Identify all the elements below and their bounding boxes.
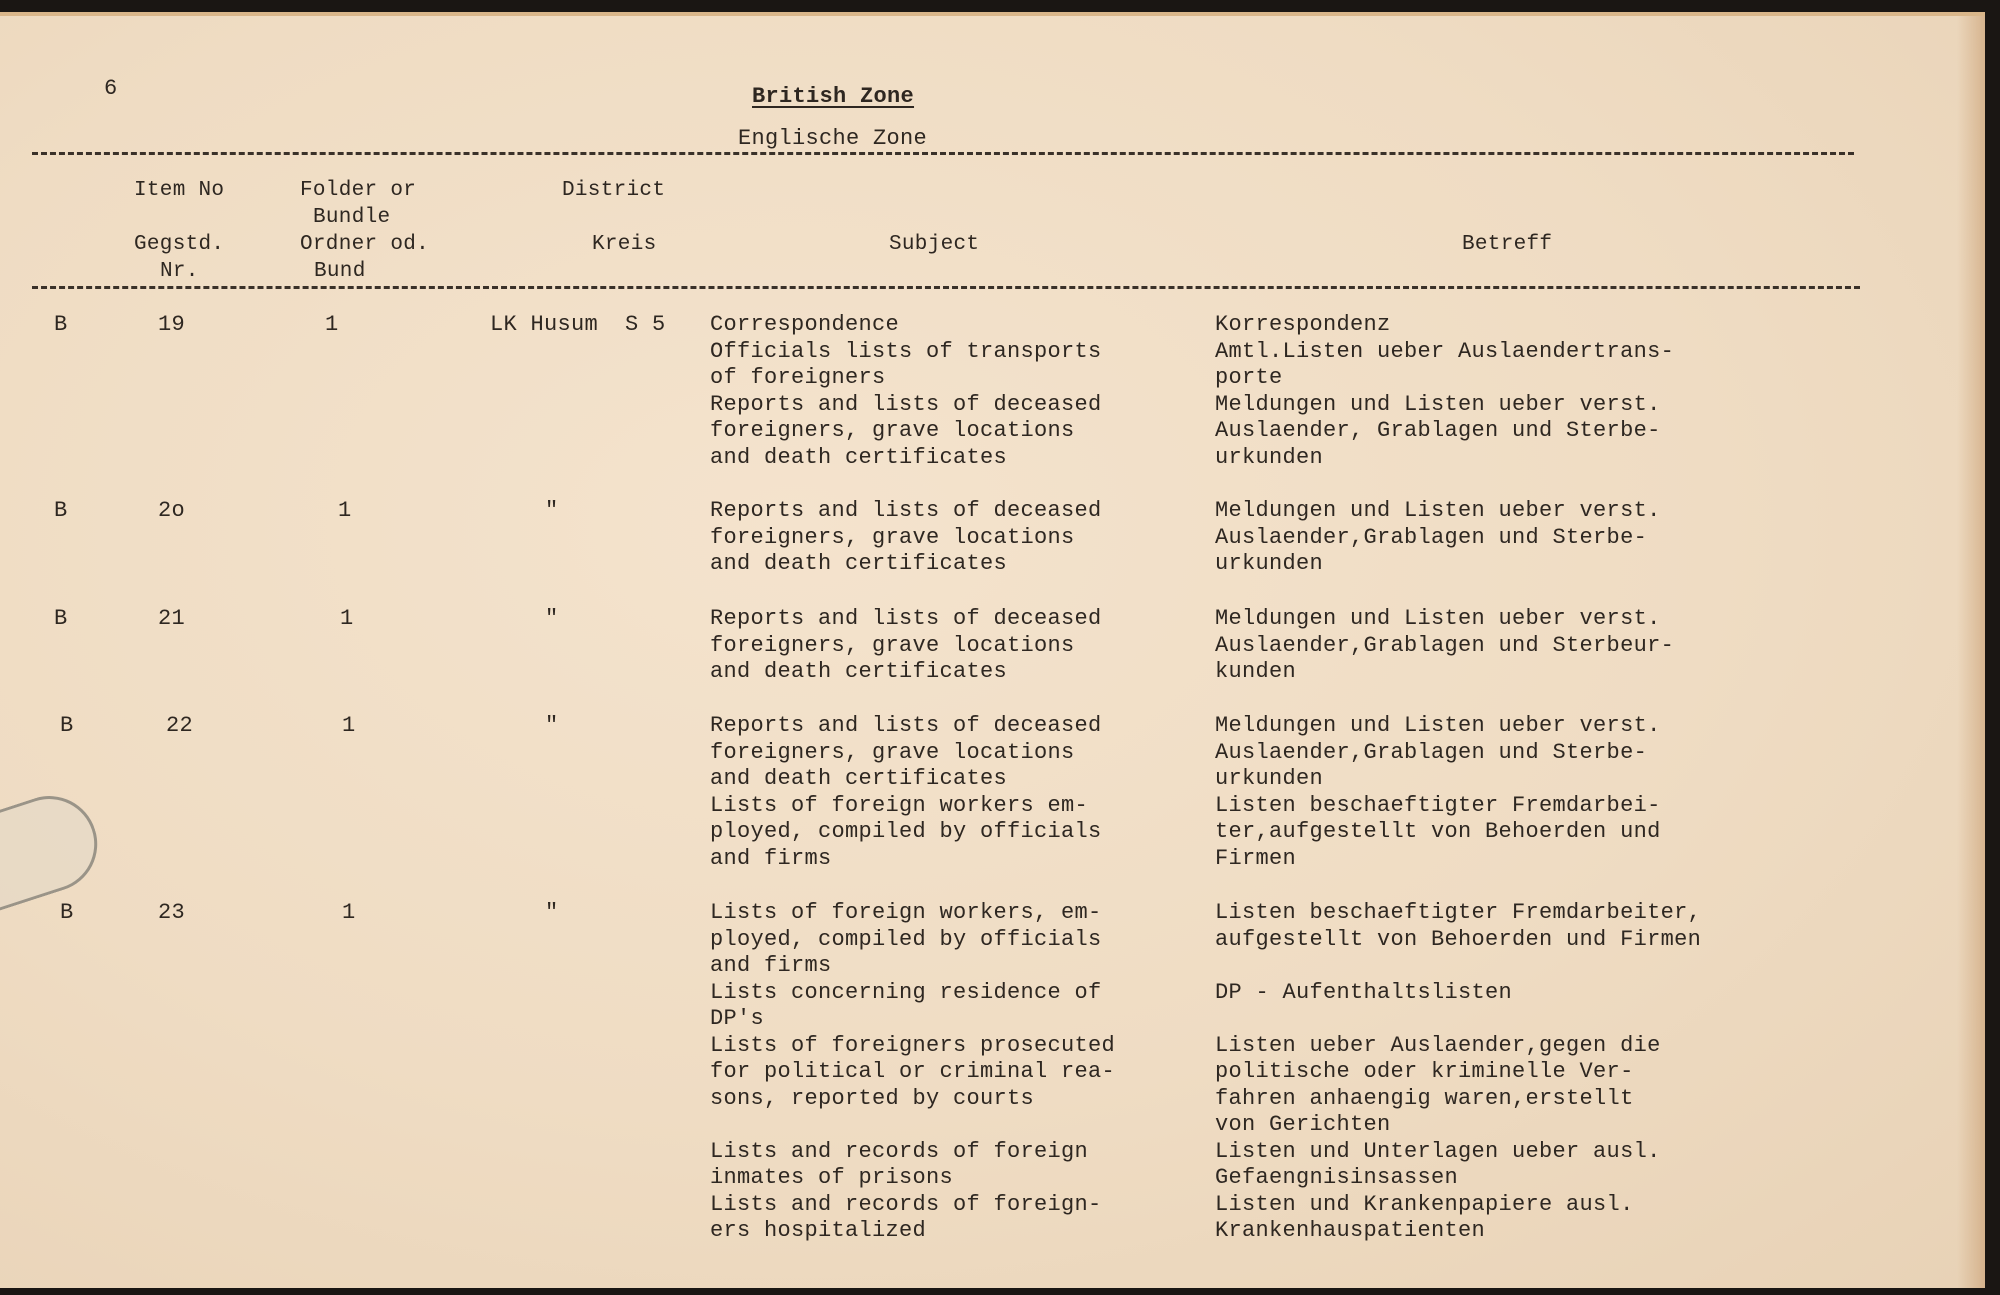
item-cell: 19 bbox=[158, 312, 186, 337]
district-cell: " bbox=[545, 900, 559, 925]
subject-cell: Reports and lists of deceased foreigners, grave locations and death certificates Lists of foreign workers em- ployed, compiled by officials and firms bbox=[710, 713, 1102, 871]
betreff-cell: Korrespondenz Amtl.Listen ueber Auslaendertrans- porte Meldungen und Listen ueber verst. Auslaender, Grablagen und Sterbe- urkunden bbox=[1215, 312, 1675, 470]
district-cell: " bbox=[545, 498, 559, 523]
folder-cell: 1 bbox=[325, 312, 339, 337]
series-cell: B bbox=[54, 312, 68, 337]
series-cell: B bbox=[54, 498, 68, 523]
folder-cell: 1 bbox=[342, 713, 356, 738]
folder-cell: 1 bbox=[340, 606, 354, 631]
folder-cell: 1 bbox=[342, 900, 356, 925]
page-number: 6 bbox=[104, 76, 118, 101]
subject-cell: Correspondence Officials lists of transports of foreigners Reports and lists of deceased foreigners, grave locations and death certificates bbox=[710, 312, 1102, 470]
header-rule-bottom bbox=[32, 286, 1860, 289]
betreff-cell: Meldungen und Listen ueber verst. Auslaender,Grablagen und Sterbeur- kunden bbox=[1215, 606, 1675, 684]
header-betreff: Betreff bbox=[1462, 233, 1553, 256]
header-gegstd: Gegstd. bbox=[134, 233, 225, 256]
betreff-cell: Listen beschaeftigter Fremdarbeiter, aufgestellt von Behoerden und Firmen DP - Aufenthaltslisten Listen ueber Auslaender,gegen die politische oder kriminelle Ver- fahren anhaengig waren,erstellt von Gerichten Listen und Unterlagen ueber ausl. Gefaengnisinsassen Listen und Krankenpapiere ausl. Krankenhauspatienten bbox=[1215, 900, 1702, 1243]
item-cell: 2o bbox=[158, 498, 186, 523]
folder-cell: 1 bbox=[338, 498, 352, 523]
header-rule-top bbox=[32, 152, 1854, 155]
header-kreis: Kreis bbox=[592, 233, 657, 256]
series-cell: B bbox=[54, 606, 68, 631]
header-subject: Subject bbox=[889, 233, 980, 256]
item-cell: 21 bbox=[158, 606, 186, 631]
subject-cell: Reports and lists of deceased foreigners, grave locations and death certificates bbox=[710, 498, 1102, 576]
item-cell: 22 bbox=[166, 713, 194, 738]
header-ordner: Ordner od. bbox=[300, 233, 430, 256]
district-cell: " bbox=[545, 606, 559, 631]
betreff-cell: Meldungen und Listen ueber verst. Auslaender,Grablagen und Sterbe- urkunden bbox=[1215, 498, 1661, 576]
page-edge-shadow bbox=[1957, 16, 1985, 1288]
district-cell: " bbox=[545, 713, 559, 738]
series-cell: B bbox=[60, 713, 74, 738]
document-page bbox=[0, 12, 1985, 1288]
betreff-cell: Meldungen und Listen ueber verst. Auslaender,Grablagen und Sterbe- urkunden Listen beschaeftigter Fremdarbei- ter,aufgestellt von Behoerden und Firmen bbox=[1215, 713, 1661, 871]
title-english: British Zone bbox=[752, 84, 915, 109]
header-bundle: Bundle bbox=[313, 206, 391, 229]
series-cell: B bbox=[60, 900, 74, 925]
header-district: District bbox=[562, 179, 666, 202]
subject-cell: Lists of foreign workers, em- ployed, compiled by officials and firms Lists concerning residence of DP's Lists of foreigners prosecuted for political or criminal rea- sons, reported by courts Lists and records of foreign inmates of prisons Lists and records of foreign- ers hospitalized bbox=[710, 900, 1116, 1243]
item-cell: 23 bbox=[158, 900, 186, 925]
header-bund: Bund bbox=[314, 260, 366, 283]
header-folder-or: Folder or bbox=[300, 179, 417, 202]
header-nr: Nr. bbox=[160, 260, 199, 283]
subject-cell: Reports and lists of deceased foreigners, grave locations and death certificates bbox=[710, 606, 1102, 684]
title-german: Englische Zone bbox=[738, 126, 928, 151]
header-item-no: Item No bbox=[134, 179, 225, 202]
paper-clip-mark bbox=[0, 784, 110, 915]
district-cell: LK Husum S 5 bbox=[490, 312, 666, 337]
